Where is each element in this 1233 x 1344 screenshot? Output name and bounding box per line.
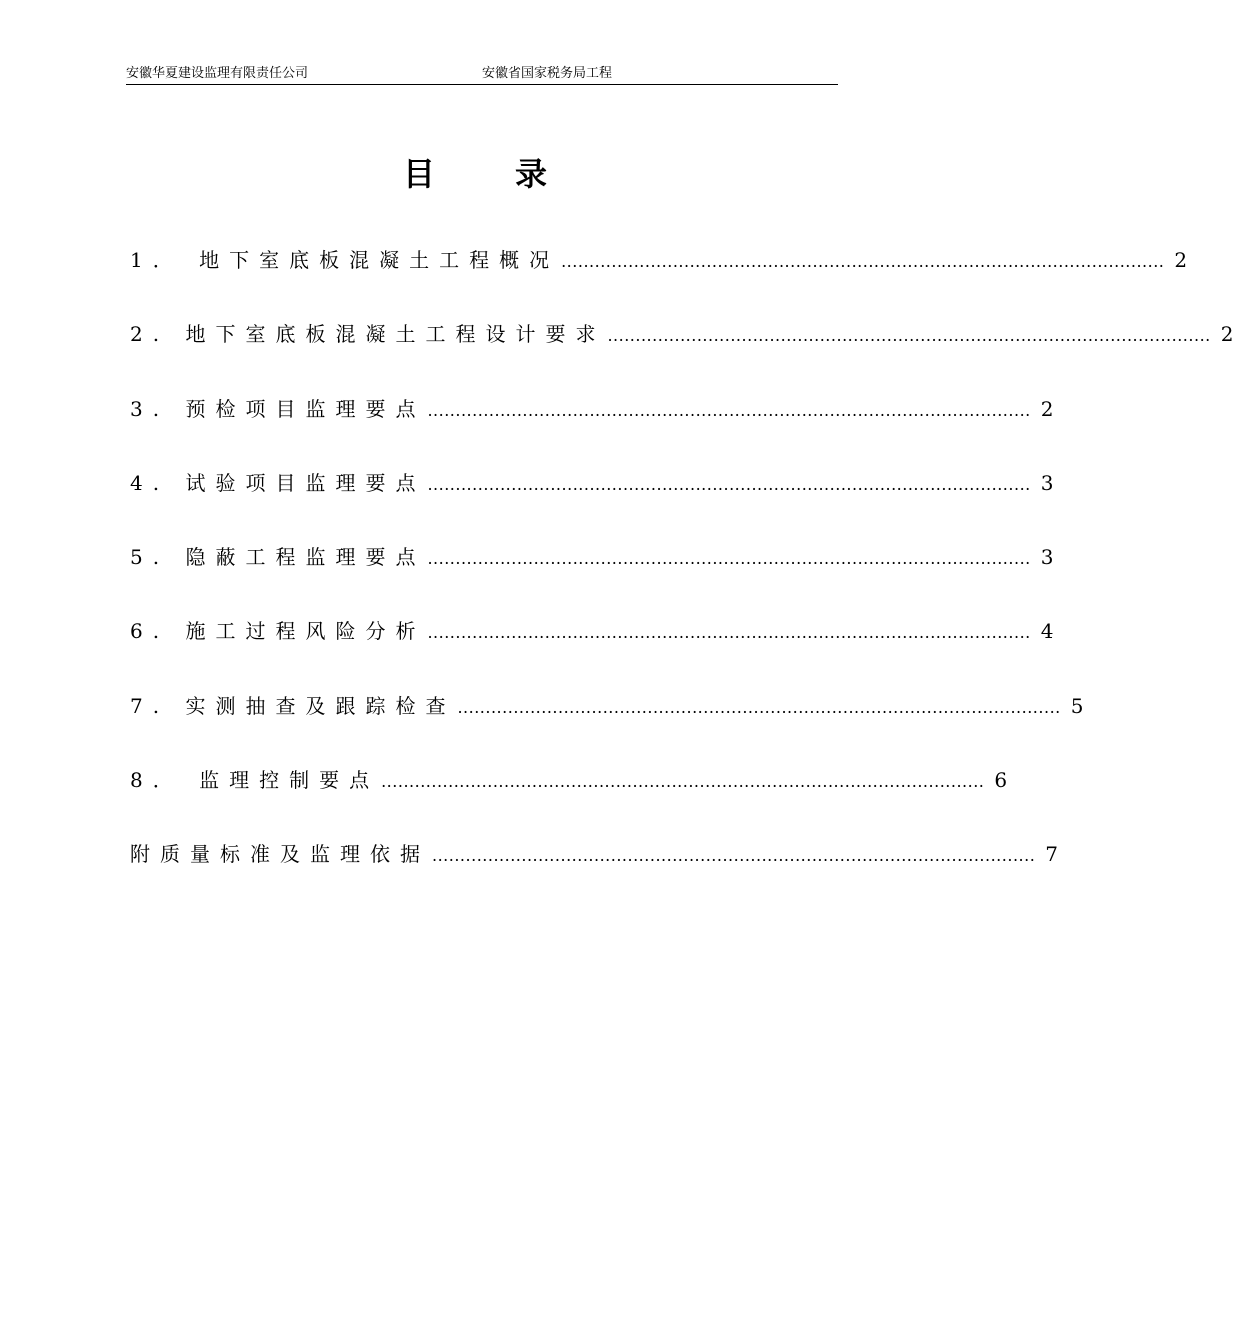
toc-entry-label: 2. 地下室底板混凝土工程设计要求 — [130, 322, 606, 347]
toc-entry[interactable] — [130, 611, 1054, 685]
toc-entry-label: 6. 施工过程风险分析 — [130, 619, 426, 644]
toc-leader: ............................................................................................................ — [457, 697, 1061, 717]
toc-entry-label: 1． 地下室底板混凝土工程概况 — [130, 248, 560, 272]
toc-entry[interactable] — [130, 834, 1059, 908]
toc-leader: ............................................................................................................ — [381, 772, 985, 792]
toc-leader: ............................................................................................................ — [427, 474, 1031, 494]
toc-entry-page: 4 — [1040, 619, 1054, 644]
page-title: 目录 — [402, 155, 627, 193]
toc-entry[interactable] — [130, 389, 1054, 463]
toc-entry-label: 5. 隐蔽工程监理要点 — [130, 545, 426, 570]
toc-leader: ............................................................................................................ — [427, 623, 1031, 643]
toc-entry-page: 3 — [1040, 470, 1054, 495]
header-company: 安徽华夏建设监理有限责任公司 — [126, 66, 309, 81]
toc-entry-page: 2 — [1040, 396, 1054, 421]
toc-entry-page: 7 — [1045, 842, 1059, 867]
toc-leader: ............................................................................................................ — [561, 252, 1165, 271]
toc-entry-page: 3 — [1040, 545, 1054, 570]
toc-entry-label: 8． 监理控制要点 — [130, 768, 380, 793]
toc-entry[interactable] — [130, 314, 1233, 388]
header-project: 安徽省国家税务局工程 — [482, 66, 613, 81]
page-header — [126, 66, 838, 85]
toc-entry-page: 2 — [1174, 248, 1188, 272]
toc-entry[interactable] — [130, 686, 1084, 760]
table-of-contents — [130, 240, 1233, 909]
toc-entry-label: 3. 预检项目监理要点 — [130, 396, 426, 421]
toc-leader: ............................................................................................................ — [427, 400, 1031, 420]
toc-entry[interactable] — [130, 240, 1188, 314]
toc-entry-page: 5 — [1070, 693, 1084, 718]
toc-entry-page: 6 — [994, 768, 1008, 793]
toc-leader: ............................................................................................................ — [432, 846, 1036, 866]
toc-leader: ............................................................................................................ — [427, 549, 1031, 569]
toc-entry-page: 2 — [1220, 322, 1233, 347]
toc-leader: ............................................................................................................ — [607, 326, 1211, 346]
toc-entry-label: 4. 试验项目监理要点 — [130, 470, 426, 495]
toc-entry[interactable] — [130, 463, 1054, 537]
toc-entry-label: 7. 实测抽查及跟踪检查 — [130, 693, 456, 718]
toc-entry[interactable] — [130, 537, 1054, 611]
toc-entry[interactable] — [130, 760, 1008, 834]
toc-entry-label: 附质量标准及监理依据 — [130, 842, 430, 867]
